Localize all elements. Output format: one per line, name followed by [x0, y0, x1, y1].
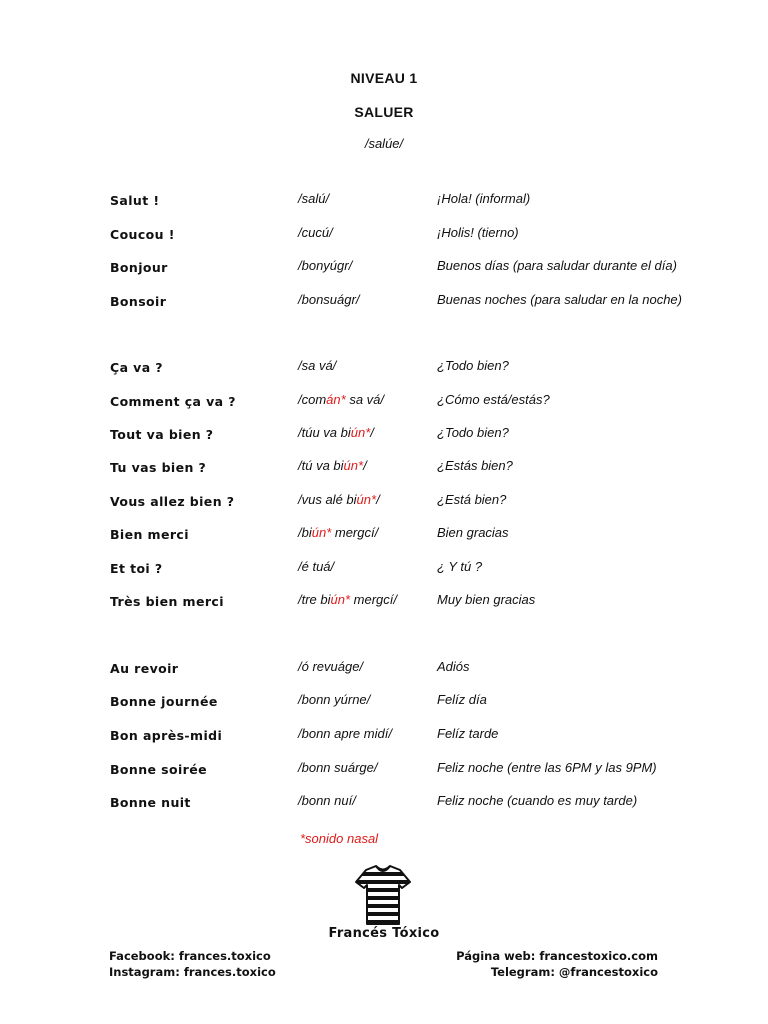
french-phrase: Coucou ! — [110, 227, 175, 242]
pronunciation-segment: / — [376, 492, 380, 507]
pronunciation-segment: mergcí/ — [350, 592, 398, 607]
french-phrase: Bonne soirée — [110, 762, 207, 777]
pronunciation — [298, 292, 359, 307]
telegram-handle: Telegram: @francestoxico — [490, 965, 658, 979]
pronunciation — [298, 425, 374, 440]
spanish-translation: Feliz noche (cuando es muy tarde) — [437, 793, 638, 808]
spanish-translation: Bien gracias — [437, 525, 509, 540]
pronunciation-segment: /é tuá/ — [298, 559, 335, 574]
french-phrase: Bonne journée — [110, 694, 218, 709]
pronunciation-segment: /bonsuágr/ — [298, 292, 360, 307]
pronunciation-segment: /bonn yúrne/ — [298, 692, 371, 707]
table-row — [0, 492, 768, 512]
french-phrase: Ça va ? — [110, 360, 163, 375]
pronunciation — [298, 225, 333, 240]
pronunciation-segment: /bonn nuí/ — [298, 793, 356, 808]
spanish-translation: Feliz noche (entre las 6PM y las 9PM) — [437, 760, 657, 775]
facebook-handle: Facebook: frances.toxico — [109, 949, 271, 963]
pronunciation — [298, 492, 380, 507]
spanish-translation: Adiós — [437, 659, 470, 674]
table-row — [0, 191, 768, 211]
spanish-translation: ¡Hola! (informal) — [437, 191, 531, 206]
topic-pronunciation: /salúe/ — [364, 136, 404, 151]
pronunciation — [298, 760, 378, 775]
spanish-translation: Felíz día — [437, 692, 487, 707]
pronunciation — [298, 258, 352, 273]
pronunciation-segment: /cucú/ — [298, 225, 333, 240]
footer-social-left — [109, 948, 276, 980]
level-title: NIVEAU 1 — [350, 70, 418, 86]
pronunciation — [298, 726, 392, 741]
table-row — [0, 559, 768, 579]
french-phrase: Bonsoir — [110, 294, 167, 309]
pronunciation-segment: /bonn suárge/ — [298, 760, 378, 775]
pronunciation-segment: /sa vá/ — [298, 358, 337, 373]
french-phrase: Bonne nuit — [110, 795, 191, 810]
table-row — [0, 425, 768, 445]
pronunciation-segment: /bi — [298, 525, 312, 540]
french-phrase: Au revoir — [110, 661, 179, 676]
nasal-sound-mark: ún* — [311, 525, 332, 540]
spanish-translation: ¿Todo bien? — [437, 358, 509, 373]
french-phrase: Bien merci — [110, 527, 189, 542]
french-phrase: Vous allez bien ? — [110, 494, 235, 509]
nasal-sound-mark: án* — [326, 392, 346, 407]
table-row — [0, 659, 768, 679]
spanish-translation: ¿Estás bien? — [437, 458, 513, 473]
pronunciation-segment: mergcí/ — [331, 525, 379, 540]
french-phrase: Comment ça va ? — [110, 394, 236, 409]
table-row — [0, 592, 768, 612]
table-row — [0, 258, 768, 278]
table-row — [0, 358, 768, 378]
spanish-translation: ¿ Y tú ? — [437, 559, 483, 574]
table-row — [0, 292, 768, 312]
spanish-translation: Buenas noches (para saludar en la noche) — [437, 292, 682, 307]
nasal-sound-note: *sonido nasal — [300, 831, 379, 846]
pronunciation-segment: sa vá/ — [345, 392, 384, 407]
website-link: Página web: francestoxico.com — [456, 949, 658, 963]
nasal-sound-mark: ún* — [330, 592, 351, 607]
spanish-translation: Buenos días (para saludar durante el día) — [437, 258, 677, 273]
instagram-handle: Instagram: frances.toxico — [109, 965, 276, 979]
pronunciation-segment: /tú va bi — [298, 458, 344, 473]
pronunciation — [298, 458, 367, 473]
table-row — [0, 225, 768, 245]
pronunciation-segment: /com — [298, 392, 327, 407]
table-row — [0, 793, 768, 813]
table-row — [0, 760, 768, 780]
pronunciation-segment: /bonn apre midí/ — [298, 726, 392, 741]
striped-shirt-icon — [354, 864, 412, 926]
table-row — [0, 726, 768, 746]
french-phrase: Salut ! — [110, 193, 160, 208]
spanish-translation: ¿Cómo está/estás? — [437, 392, 550, 407]
nasal-sound-mark: ún* — [356, 492, 377, 507]
brand-name: Francés Tóxico — [328, 926, 440, 941]
spanish-translation: Muy bien gracias — [437, 592, 536, 607]
spanish-translation: ¿Está bien? — [437, 492, 507, 507]
pronunciation — [298, 392, 384, 407]
table-row — [0, 392, 768, 412]
footer-social-right — [456, 948, 658, 980]
topic-title: SALUER — [354, 104, 414, 120]
pronunciation — [298, 559, 334, 574]
pronunciation — [298, 659, 363, 674]
table-row — [0, 692, 768, 712]
pronunciation-segment: /vus alé bi — [298, 492, 357, 507]
french-phrase: Bonjour — [110, 260, 168, 275]
french-phrase: Bon après-midi — [110, 728, 223, 743]
french-phrase: Tout va bien ? — [110, 427, 214, 442]
table-row — [0, 458, 768, 478]
pronunciation — [298, 592, 397, 607]
spanish-translation: ¿Todo bien? — [437, 425, 509, 440]
spanish-translation: Felíz tarde — [437, 726, 499, 741]
french-phrase: Tu vas bien ? — [110, 460, 207, 475]
french-phrase: Et toi ? — [110, 561, 163, 576]
spanish-translation: ¡Holis! (tierno) — [437, 225, 519, 240]
nasal-sound-mark: ún* — [343, 458, 364, 473]
pronunciation — [298, 191, 329, 206]
pronunciation-segment: / — [370, 425, 374, 440]
pronunciation-segment: /túu va bi — [298, 425, 351, 440]
pronunciation — [298, 793, 356, 808]
pronunciation-segment: /tre bi — [298, 592, 331, 607]
pronunciation-segment: / — [363, 458, 367, 473]
nasal-sound-mark: ún* — [350, 425, 371, 440]
pronunciation-segment: /bonyúgr/ — [298, 258, 353, 273]
pronunciation-segment: /salú/ — [298, 191, 330, 206]
french-phrase: Très bien merci — [110, 594, 224, 609]
pronunciation — [298, 692, 370, 707]
table-row — [0, 525, 768, 545]
pronunciation-segment: /ó revuáge/ — [298, 659, 364, 674]
pronunciation — [298, 525, 378, 540]
pronunciation — [298, 358, 336, 373]
